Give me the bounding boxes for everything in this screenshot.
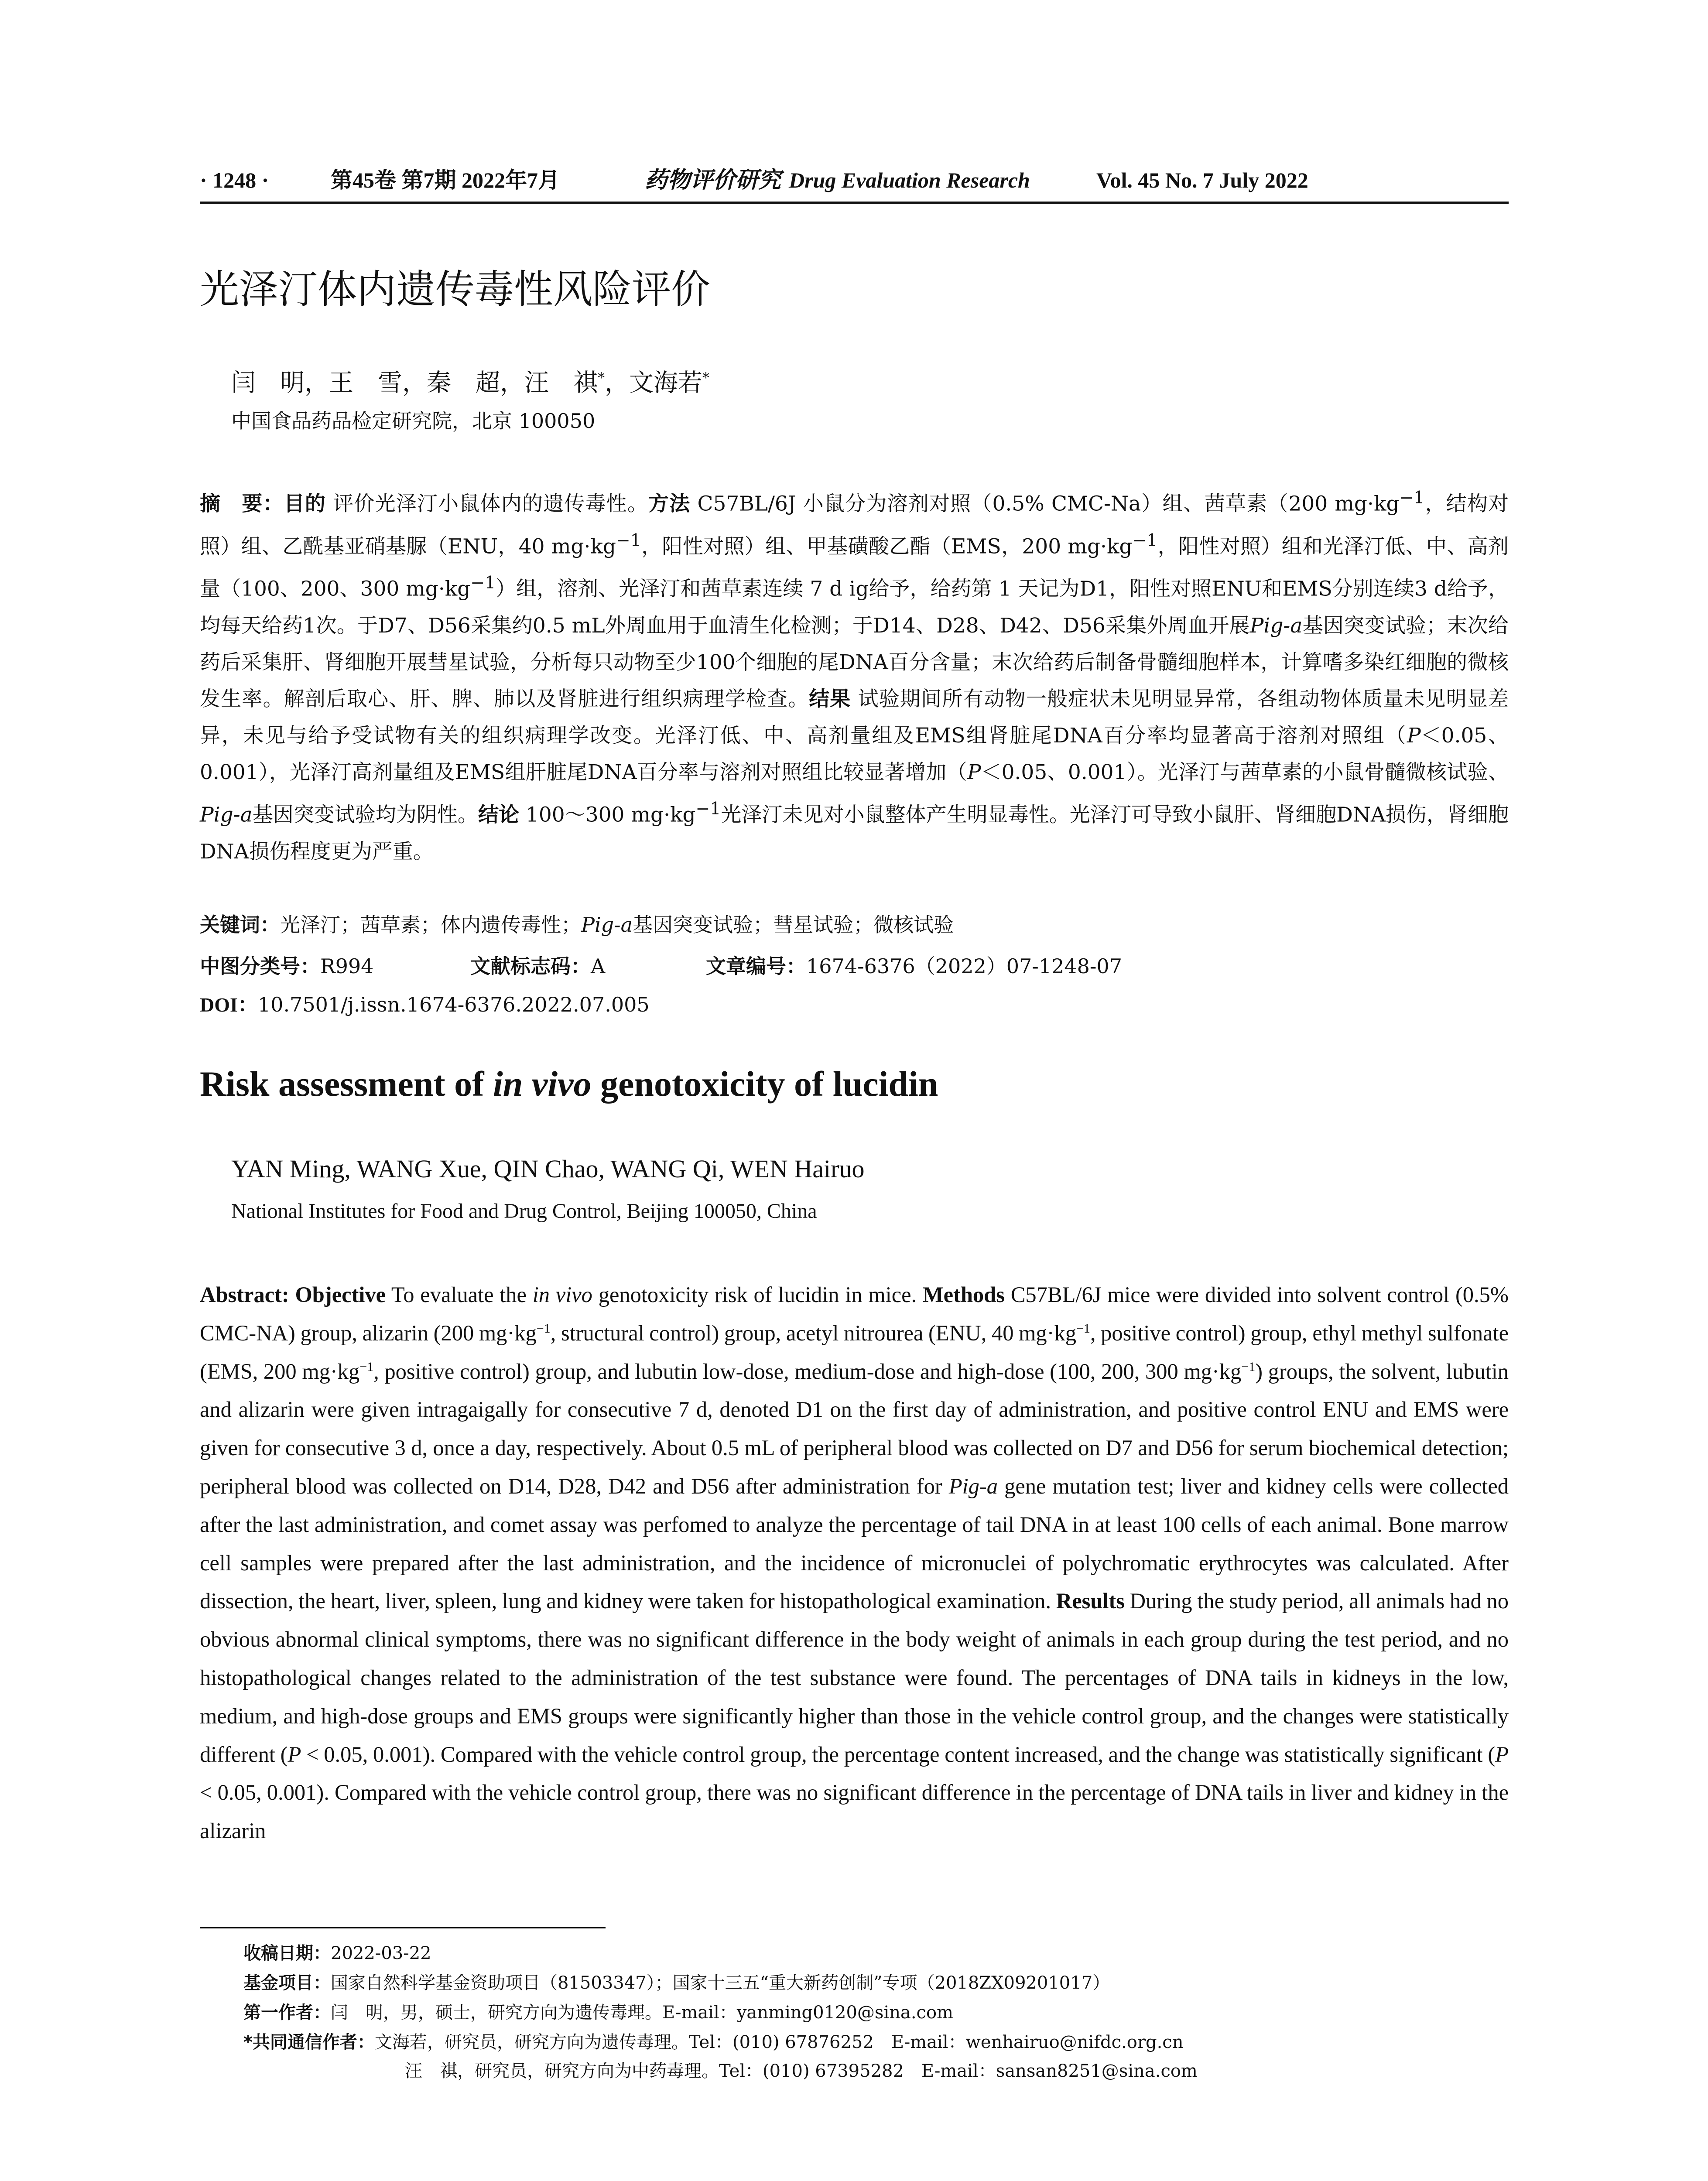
- affiliation-en: National Institutes for Food and Drug Control, Beijing 100050, China: [231, 1200, 817, 1223]
- p-value-symbol: P: [967, 760, 981, 784]
- first-author-label: 第一作者：: [243, 2003, 331, 2023]
- volume-issue-zh: 第45卷 第7期 2022年7月: [331, 168, 560, 192]
- methods-en-text: , structural control) group, acetyl nitrourea (ENU, 40 mg·kg: [550, 1320, 1076, 1345]
- gene-name: Pig-a: [1249, 613, 1303, 638]
- methods-en-text: , positive control) group, ethyl methyl sulfonate (EMS, 200 mg·kg: [200, 1320, 1509, 1384]
- header-rule: [200, 202, 1509, 204]
- authors-zh: [231, 360, 709, 401]
- gene-name: Pig-a: [200, 803, 253, 827]
- clc-value: R994: [320, 954, 374, 978]
- methods-text: ，阳性对照）组和光泽汀低、中、高剂量（100、200、300 mg·kg: [200, 534, 1509, 601]
- footnote-corresponding-2: 汪 祺，研究员，研究方向为中药毒理。Tel：(010) 67395282 E-mail：sansan8251@sina.com: [405, 2061, 1198, 2081]
- unit-superscript: −1: [1241, 1359, 1256, 1374]
- methods-text: ）组，溶剂、光泽汀和茜草素连续 7 d ig给予，给药第 1 天记为D1，阳性对照ENU和EMS分别连续3 d给予，均每天给药1次。于D7、D56采集约0.5 mL外周血用于血清生化检测；于D14、D28、D42、D56采集外周血开展: [200, 577, 1509, 638]
- unit-superscript: −1: [695, 799, 721, 819]
- unit-superscript: −1: [1076, 1321, 1090, 1336]
- results-text: 试验期间所有动物一般症状未见明显异常，各组动物体质量未见明显差异，未见与给予受试物有关的组织病理学改变。光泽汀低、中、高剂量组及EMS组肾脏尾DNA百分率均显著高于溶剂对照组（: [200, 687, 1509, 748]
- p-value-symbol: P: [288, 1742, 301, 1767]
- conclusion-text: 100～300 mg·kg: [519, 803, 696, 827]
- methods-en-text: gene mutation test; liver and kidney cells were collected after the last administration, and comet assay was perfomed to analyze the percentage of tail DNA in at least 100 cells of each animal. Bone marrow cell samples were prepared after the last administration, and the incidence of micronuclei of polychromatic erythrocytes was calculated. After dissection, the heart, liver, spleen, lung and kidney were taken for histopathological examination.: [200, 1473, 1509, 1614]
- results-en-text: < 0.05, 0.001). Compared with the vehicle control group, the percentage content increased, and the change was statistically significant (: [301, 1742, 1496, 1767]
- unit-superscript: −1: [536, 1321, 551, 1336]
- results-text: ＜0.05、0.001），光泽汀高剂量组及EMS组肝脏尾DNA百分率与溶剂对照组比较显著增加（: [200, 723, 1509, 784]
- methods-en-text: ) groups, the solvent, lubutin and alizarin were given intragaigally for consecutive 7 d, denoted D1 on the first day of administration, and positive control ENU and EMS were given for consecutive 3 d, once a day, respectively. About 0.5 mL of peripheral blood was collected on D7 and D56 for serum biochemical detection; peripheral blood was collected on D14, D28, D42 and D56 after administration for: [200, 1359, 1509, 1498]
- journal-logo: 药物评价研究: [645, 167, 781, 193]
- objective-en-text: To evaluate the: [386, 1282, 533, 1307]
- abstract-en-label: Abstract:: [200, 1282, 289, 1307]
- corresponding-mark: *: [702, 369, 709, 386]
- results-en-label: Results: [1056, 1589, 1125, 1614]
- doi-line: [200, 989, 1509, 1020]
- methods-text: ，阳性对照）组、甲基磺酸乙酯（EMS，200 mg·kg: [641, 534, 1133, 559]
- methods-en-label: Methods: [922, 1282, 1005, 1307]
- authors-en: YAN Ming, WANG Xue, QIN Chao, WANG Qi, WEN Hairuo: [231, 1155, 865, 1183]
- results-text: 基因突变试验均为阴性。: [252, 803, 478, 827]
- abstract-zh: [200, 480, 1509, 870]
- first-author-value: 闫 明，男，硕士，研究方向为遗传毒理。E-mail：yanming0120@sina.com: [331, 2003, 953, 2023]
- corresponding-author-1: 文海若，研究员，研究方向为遗传毒理。Tel：(010) 67876252 E-mail：wenhairuo@nifdc.org.cn: [374, 2032, 1184, 2052]
- gene-name: Pig-a: [948, 1473, 998, 1498]
- corresponding-label: *共同通信作者：: [243, 2032, 375, 2052]
- affiliation-zh: 中国食品药品检定研究院，北京 100050: [231, 409, 596, 433]
- journal-name-en: Drug Evaluation Research: [789, 168, 1030, 192]
- objective-en-text: genotoxicity risk of lucidin in mice.: [592, 1282, 923, 1307]
- title-en-italic: in vivo: [493, 1064, 592, 1104]
- p-value-symbol: P: [1495, 1742, 1509, 1767]
- doc-code-label: 文献标志码：: [470, 954, 591, 978]
- methods-label: 方法: [648, 492, 691, 516]
- doc-code-value: A: [591, 954, 606, 978]
- article-title-en: [200, 1060, 938, 1108]
- page-number: · 1248 ·: [200, 168, 269, 192]
- received-label: 收稿日期：: [243, 1943, 331, 1963]
- footnote-fund: [243, 1970, 1110, 1996]
- italic-term: in vivo: [532, 1282, 592, 1307]
- results-en-text: < 0.05, 0.001). Compared with the vehicle control group, there was no significant difference in the percentage of DNA tails in liver and kidney in the alizarin: [200, 1780, 1509, 1843]
- footnote-rule: [200, 1927, 606, 1928]
- unit-superscript: −1: [359, 1359, 374, 1374]
- corresponding-mark: *: [598, 369, 605, 386]
- unit-superscript: −1: [1132, 530, 1158, 550]
- methods-en-text: C57BL/6J mice were divided into solvent control (0.5% CMC-NA) group, alizarin (200 mg·kg: [200, 1282, 1509, 1345]
- footnote-corresponding: [243, 2029, 1183, 2055]
- results-text: ＜0.05、0.001）。光泽汀与茜草素的小鼠骨髓微核试验、: [981, 760, 1509, 784]
- keywords-label: 关键词：: [200, 913, 280, 937]
- results-label: 结果: [809, 687, 851, 711]
- methods-text: 基因突变试验；末次给药后采集肝、肾细胞开展彗星试验，分析每只动物至少100个细胞的尾DNA百分含量；末次给药后制备骨髓细胞样本，计算嗜多染红细胞的微核发生率。解剖后取心、肝、脾、肺以及肾脏进行组织病理学检查。: [200, 613, 1509, 711]
- objective-label: 目的: [284, 492, 326, 516]
- conclusion-text: 光泽汀未见对小鼠整体产生明显毒性。光泽汀可导致小鼠肝、肾细胞DNA损伤，肾细胞DNA损伤程度更为严重。: [200, 803, 1509, 864]
- abstract-en: [200, 1276, 1509, 1850]
- received-value: 2022-03-22: [331, 1943, 431, 1963]
- title-en-part: genotoxicity of lucidin: [591, 1064, 938, 1104]
- keywords-text: 光泽汀；茜草素；体内遗传毒性；: [280, 913, 581, 937]
- objective-en-label: Objective: [295, 1282, 386, 1307]
- unit-superscript: −1: [1399, 488, 1425, 508]
- methods-text: C57BL/6J 小鼠分为溶剂对照（0.5% CMC-Na）组、茜草素（200 mg·kg: [690, 492, 1400, 516]
- footnote-received: [243, 1940, 431, 1966]
- doi-label: DOI：: [200, 994, 258, 1016]
- doi-value: 10.7501/j.issn.1674-6376.2022.07.005: [257, 993, 650, 1016]
- objective-text: 评价光泽汀小鼠体内的遗传毒性。: [326, 492, 649, 516]
- article-number-label: 文章编号：: [706, 954, 806, 978]
- methods-en-text: , positive control) group, and lubutin low-dose, medium-dose and high-dose (100, 200, 300 mg·kg: [373, 1359, 1242, 1384]
- methods-text: ，结构对照）组、乙酰基亚硝基脲（ENU，40 mg·kg: [200, 492, 1509, 559]
- authors-zh-names: 闫 明，王 雪，秦 超，汪 祺: [231, 369, 598, 397]
- unit-superscript: −1: [616, 530, 641, 550]
- volume-issue-en: Vol. 45 No. 7 July 2022: [1096, 168, 1308, 192]
- authors-zh-last: ，文海若: [605, 369, 702, 397]
- unit-superscript: −1: [470, 573, 496, 593]
- conclusion-label: 结论: [478, 803, 520, 827]
- article-title-zh: 光泽汀体内遗传毒性风险评价: [200, 267, 710, 312]
- fund-label: 基金项目：: [243, 1973, 331, 1993]
- abstract-label: 摘 要：: [200, 492, 284, 516]
- fund-value: 国家自然科学基金资助项目（81503347）；国家十三五“重大新药创制”专项（2018ZX09201017）: [331, 1973, 1110, 1993]
- p-value-symbol: P: [1407, 723, 1421, 748]
- keywords-line: [200, 909, 1509, 940]
- article-number-value: 1674-6376（2022）07-1248-07: [806, 954, 1122, 978]
- title-en-part: Risk assessment of: [200, 1064, 493, 1104]
- clc-label: 中图分类号：: [200, 954, 320, 978]
- footnote-first-author: [243, 2000, 953, 2026]
- results-en-text: During the study period, all animals had no obvious abnormal clinical symptoms, there was no significant difference in the body weight of animals in each group during the test period, and no histopathological changes related to the administration of the test substance were found. The percentages of DNA tails in kidneys in the low, medium, and high-dose groups and EMS groups were significantly higher than those in the vehicle control group, and the changes were statistically different (: [200, 1589, 1509, 1767]
- keywords-text: 基因突变试验；彗星试验；微核试验: [633, 913, 954, 937]
- gene-name: Pig-a: [581, 913, 633, 937]
